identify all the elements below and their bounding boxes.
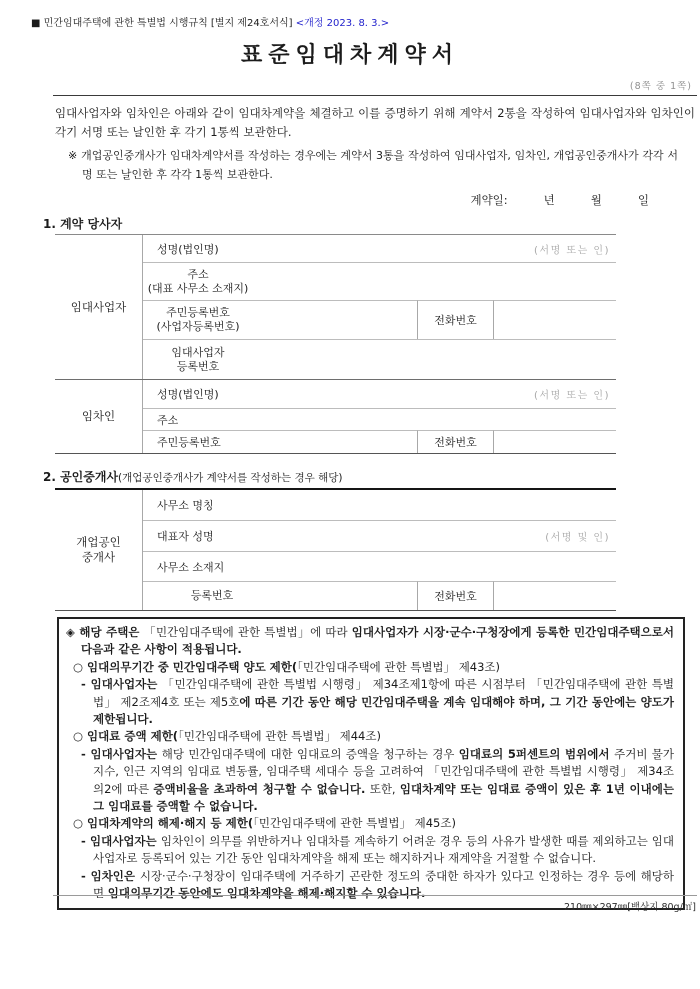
year-label: 년: [543, 193, 555, 207]
month-label: 월: [590, 193, 602, 207]
top-rule: [53, 95, 697, 96]
revision-date: <개정 2023. 8. 3.>: [295, 18, 390, 29]
lessee-address-row: [143, 408, 616, 430]
form-header-note: ■ 민간임대주택에 관한 특별법 시행규칙 [별지 제24호서식]: [31, 18, 293, 29]
broker-phone-label: 전화번호: [417, 581, 494, 610]
lessor-resident-no-label: 주민등록번호 (사업자등록번호): [156, 306, 240, 333]
notice-item: ○ 임대의무기간 중 민간임대주택 양도 제한(「민간임대주택에 관한 특별법」 제43조): [73, 659, 501, 674]
lessor-registration-row: [143, 339, 616, 379]
lessor-phone-value-cell: [494, 300, 616, 339]
lessor-sign-placeholder: (서명 또는 인): [534, 245, 610, 256]
contract-date-row: [0, 192, 649, 208]
form-header: [31, 14, 700, 29]
broker-office-name-row: [143, 490, 616, 520]
notice-item: ○ 임대차계약의 해제·해지 등 제한(「민간임대주택에 관한 특별법」 제45조): [73, 816, 456, 831]
paper-spec: 210㎜×297㎜[백상지 80g/㎡]: [563, 902, 696, 913]
section2-heading-title: 2. 공인중개사: [43, 470, 119, 484]
broker-office-address-row: [143, 551, 616, 581]
broker-registration-label: 등록번호: [190, 589, 234, 602]
lessee-name-label: 성명(법인명): [157, 388, 219, 401]
intro-paragraph: 임대사업자와 임차인은 아래와 같이 임대차계약을 체결하고 이를 증명하기 위해 계약서 2통을 작성하여 임대사업자와 임차인이 각기 서명 또는 날인한 후 각기 1통씩 보관한다.: [55, 106, 695, 139]
lessee-group-label: 임차인: [55, 380, 143, 453]
broker-rep-name-row: [143, 520, 616, 551]
lessor-resident-no-row: [143, 300, 417, 339]
broker-group-label: 개업공인 중개사: [55, 490, 143, 610]
contract-date-label: 계약일:: [470, 193, 508, 207]
lessor-address-label: 주소 (대표 사무소 소재지): [147, 267, 249, 295]
lessee-resident-no-row: [143, 430, 417, 453]
page-indicator: (8쪽 중 1쪽): [629, 81, 692, 92]
broker-office-address-label: 사무소 소재지: [157, 560, 225, 574]
legal-notice-box: [57, 617, 685, 910]
broker-sign-placeholder: (서명 및 인): [545, 532, 610, 544]
lessor-group-label: 임대사업자: [55, 235, 143, 379]
lessee-address-label: 주소: [157, 413, 179, 427]
lessor-phone-label: 전화번호: [417, 300, 494, 339]
lessee-table: [55, 379, 616, 454]
notice-item: ◈ 해당 주택은 「민간임대주택에 관한 특별법」에 따라 임대사업자가 시장·군수·구청장에게 등록한 민간임대주택으로서 다음과 같은 사항이 적용됩니다.: [66, 625, 674, 657]
lessee-name-row: [143, 380, 616, 408]
lessee-sign-placeholder: (서명 또는 인): [534, 390, 610, 402]
section2-heading-note: (개업공인중개사가 계약서를 작성하는 경우 해당): [118, 472, 343, 484]
broker-table: [55, 488, 616, 611]
lessor-name-row: [143, 235, 616, 262]
lessor-registration-label: 임대사업자 등록번호: [171, 345, 225, 373]
lessee-phone-value-cell: [494, 430, 616, 453]
lessor-table: [55, 234, 616, 379]
lessor-name-label: 성명(법인명): [157, 242, 219, 256]
section1-heading: 1. 계약 당사자: [43, 217, 123, 231]
bottom-rule: [53, 895, 697, 896]
notice-item: - 임차인은 시장·군수·구청장이 임대주택에 거주하기 곤란한 정도의 중대한 하자가 있다고 인정하는 경우 등에 해당하면 임대의무기간 동안에도 임대차계약을 해제·해지할 수 있습니다.: [81, 868, 674, 901]
broker-phone-value-cell: [494, 581, 616, 610]
broker-registration-row: [143, 581, 417, 610]
broker-rep-name-label: 대표자 성명: [157, 530, 214, 543]
lessee-resident-no-label: 주민등록번호: [157, 436, 221, 449]
form-title: 표준임대차계약서: [240, 43, 460, 68]
notice-item: ○ 임대료 증액 제한(「민간임대주택에 관한 특별법」 제44조): [73, 729, 381, 744]
lessee-phone-label: 전화번호: [417, 430, 494, 453]
lessor-address-row: [143, 262, 616, 300]
broker-copy-note: ※ 개업공인중개사가 임대차계약서를 작성하는 경우에는 계약서 3통을 작성하여 임대사업자, 임차인, 개업공인중개사가 각각 서명 또는 날인한 후 각각 1통씩 보관한다.: [68, 149, 678, 181]
section2-heading: [43, 468, 700, 485]
notice-item: - 임대사업자는 해당 민간임대주택에 대한 임대료의 증액을 청구하는 경우 임대료의 5퍼센트의 범위에서 주거비 물가지수, 인근 지역의 임대료 변동률, 임대주택 세대수 등을 고려하여 「민간임대주택에 관한 특별법 시행령」 제34조의2에 따른 증액비율을 초과하여 청구할 수 없습니다. 또한, 임대차계약 또는 임대료 증액이 있은 후 1년 이내에는 그 임대료를 증액할 수 없습니다.: [81, 746, 675, 814]
notice-item: - 임대사업자는 「민간임대주택에 관한 특별법 시행령」 제34조제1항에 따른 시점부터 「민간임대주택에 관한 특별법」 제2조제4호 또는 제5호에 따른 기간 동안 해당 민간임대주택을 계속 임대해야 하며, 그 기간 동안에는 양도가 제한됩니다.: [81, 677, 674, 727]
notice-item: - 임대사업자는 임차인이 의무를 위반하거나 임대차를 계속하기 어려운 경우 등의 사유가 발생한 때를 제외하고는 임대사업자로 등록되어 있는 기간 동안 임대차계약을 해제 또는 해지하거나 재계약을 거절할 수 없습니다.: [81, 833, 674, 866]
broker-office-name-label: 사무소 명칭: [157, 499, 214, 512]
day-label: 일: [637, 193, 649, 207]
